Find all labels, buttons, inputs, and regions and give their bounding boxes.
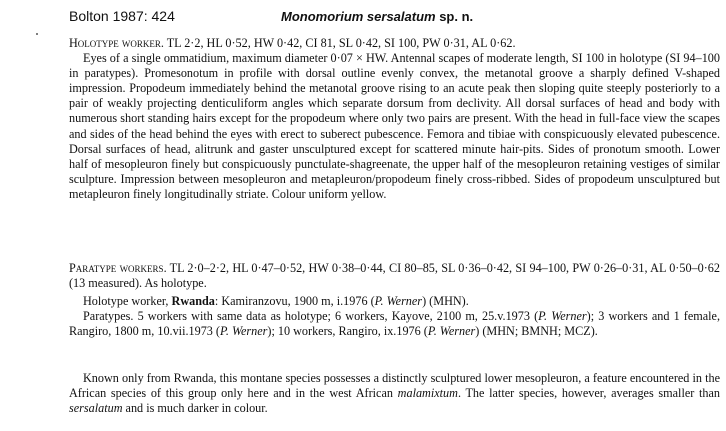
citation: Bolton 1987: 424 [69,8,175,24]
holotype-material-prefix: Holotype worker, [83,294,172,308]
paratypes-collector-1: P. Werner [538,309,587,324]
paratypes-collector-3: P. Werner [427,324,476,339]
holotype-label: Holotype worker. [69,36,164,50]
notes-paragraph [69,371,720,416]
holotype-country: Rwanda [171,294,215,308]
species-title [281,9,473,24]
holotype-description: Eyes of a single ommatidium, maximum diameter 0·07 × HW. Antennal scapes of moderate length, SI 100 in holotype (SI 94–100 in paratypes). Promesonotum in profile with dorsal outline evenly convex, the metanotal groove a sharply defined V-shaped impression. Propodeum immediately behind the metanotal groove rising to an acute peak then sloping quite steeply posteriorly to a pair of weakly projecting denticuliform angles which separate dorsum from declivity. All dorsal surfaces of head and body with numerous short standing hairs except for the propodeum where only two pairs are present. With the head in full-face view the scapes and sides of the head behind the eyes with erect to suberect pubescence. Femora and tibiae with conspicuously elevated pubescence. Dorsal surfaces of head, alitrunk and gaster unsculptured except for scattered minute hair-pits. Sides of pronotum smooth. Lower half of mesopleuron finely but conspicuously punctulate-shagreenate, the upper half of the mesopleuron retaining vestiges of similar sculpture. Impression between mesopleuron and metapleuron/propodeum finely cross-ribbed. Sides of propodeum unsculptured but metapleuron finely longitudinally striate. Colour uniform yellow. [69,51,720,201]
paratype-section [69,261,720,291]
paratypes-text-b: ); 3 workers and 1 female, Rangiro, 1800 m, 10.vii.1973 ( [69,309,721,339]
holotype-measurements-line [69,36,720,51]
holotype-measurements: TL 2·2, HL 0·52, HW 0·42, CI 81, SL 0·42, SI 100, PW 0·31, AL 0·62. [163,36,516,50]
notes-species-1: malamixtum [397,386,458,401]
notes-section [69,371,720,416]
holotype-material-text: : Kamiranzovu, 1900 m, i.1976 ( [214,294,375,308]
holotype-material [69,294,720,309]
paratypes-collector-2: P. Werner [219,324,268,339]
material-section [69,294,720,339]
holotype-collector: P. Werner [374,294,423,308]
paratypes-text-a: Paratypes. 5 workers with same data as holotype; 6 workers, Kayove, 2100 m, 25.v.1973 ( [83,309,539,324]
notes-text-b: . The latter species, however, averages smaller than [457,386,720,401]
paratypes-text-c: ); 10 workers, Rangiro, ix.1976 ( [267,324,428,339]
margin-mark [36,33,38,35]
paratypes-material [69,309,720,339]
notes-text-c: and is much darker in colour. [122,401,268,416]
holotype-material-end: ) (MHN). [422,294,469,308]
paratype-paragraph [69,261,720,291]
holotype-section [69,36,720,202]
title-species-name: Monomorium sersalatum [281,9,436,24]
notes-species-2: sersalatum [69,401,123,416]
paratypes-text-d: ) (MHN; BMNH; MCZ). [475,324,598,339]
paratype-measurements: TL 2·0–2·2, HL 0·47–0·52, HW 0·38–0·44, CI 80–85, SL 0·36–0·42, SI 94–100, PW 0·26–0·31, AL 0·50–0·62 (13 measured). As holotype. [69,261,720,291]
paratype-label: Paratype workers. [69,261,167,275]
notes-text-a: Known only from Rwanda, this montane species possesses a distinctly sculptured lower mesopleuron, a feature encountered in the African species of this group only here and in the west African [69,371,720,401]
title-suffix: sp. n. [435,9,474,24]
